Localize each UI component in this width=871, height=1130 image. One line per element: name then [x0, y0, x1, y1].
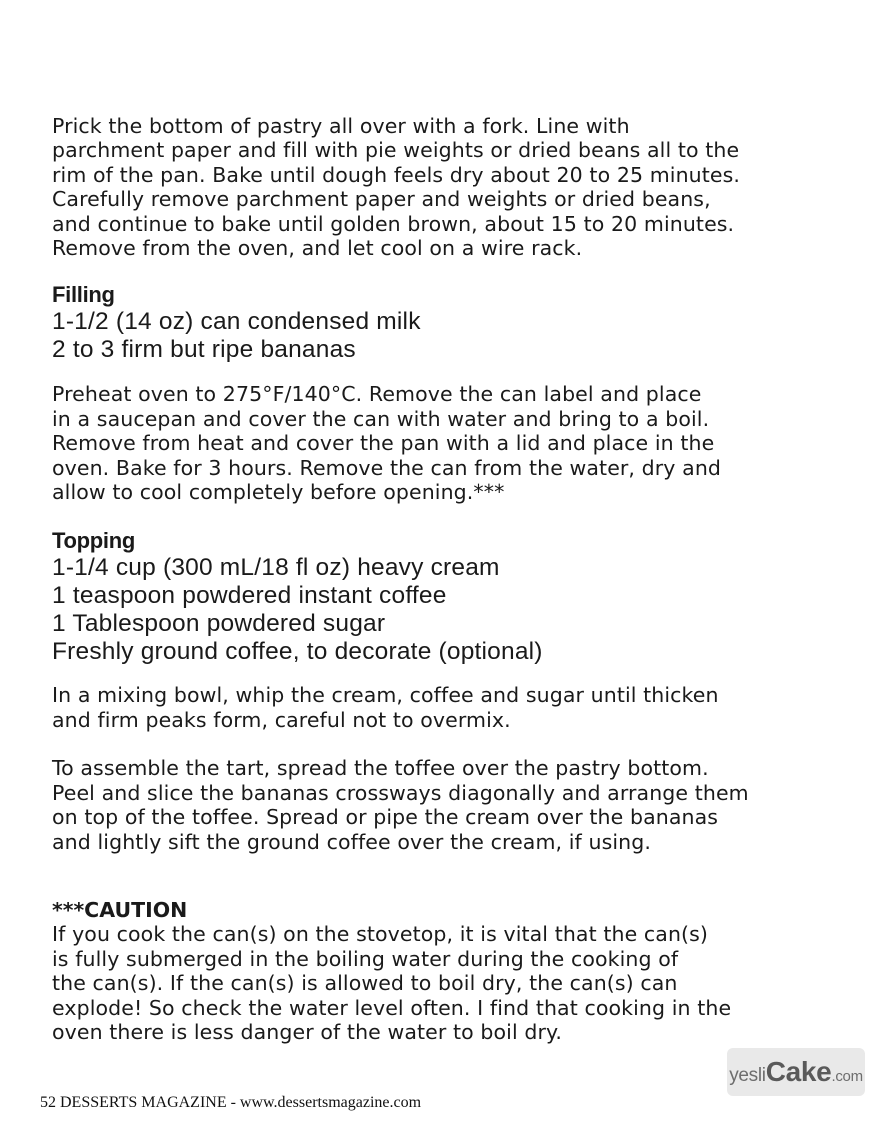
intro-line: Remove from the oven, and let cool on a wire rack.: [52, 236, 583, 261]
caution-paragraph: [52, 922, 842, 1044]
intro-line: Carefully remove parchment paper and weights or dried beans,: [52, 187, 711, 212]
assemble-line: on top of the toffee. Spread or pipe the cream over the bananas: [52, 805, 719, 830]
footer-text: DESSERTS MAGAZINE - www.dessertsmagazine.com: [60, 1094, 422, 1111]
watermark-text: [729, 1056, 863, 1088]
page-number: 52: [40, 1094, 56, 1111]
watermark-part: ake: [785, 1056, 832, 1087]
recipe-page: [52, 114, 842, 1044]
method-line: and firm peaks form, careful not to overmix.: [52, 707, 511, 732]
intro-paragraph: [52, 114, 842, 260]
method-line: in a saucepan and cover the can with water and bring to a boil.: [52, 406, 710, 431]
watermark-part: yesli: [729, 1065, 766, 1086]
intro-line: parchment paper and fill with pie weights or dried beans all to the: [52, 138, 740, 163]
method-line: Preheat oven to 275°F/140°C. Remove the can label and place: [52, 382, 702, 407]
caution-line: the can(s). If the can(s) is allowed to boil dry, the can(s) can: [52, 971, 678, 996]
filling-ingredients: [52, 308, 842, 364]
intro-line: rim of the pan. Bake until dough feels dry about 20 to 25 minutes.: [52, 162, 741, 187]
page-footer: [40, 1094, 421, 1112]
topping-ingredients: [52, 554, 842, 666]
ingredient-item: 1-1/2 (14 oz) can condensed milk: [52, 308, 421, 336]
filling-heading: Filling: [52, 282, 115, 308]
method-line: oven. Bake for 3 hours. Remove the can from the water, dry and: [52, 455, 722, 480]
cake-hat-icon: C: [765, 1056, 786, 1087]
caution-line: If you cook the can(s) on the stovetop, it is vital that the can(s): [52, 922, 709, 947]
intro-line: and continue to bake until golden brown, about 15 to 20 minutes.: [52, 211, 735, 236]
ingredient-item: 2 to 3 firm but ripe bananas: [52, 336, 356, 364]
watermark-part: .com: [831, 1068, 863, 1085]
filling-method: [52, 382, 842, 504]
method-line: Remove from heat and cover the pan with a lid and place in the: [52, 431, 715, 456]
intro-line: Prick the bottom of pastry all over with a fork. Line with: [52, 114, 630, 138]
method-line: allow to cool completely before opening.***: [52, 480, 505, 505]
caution-line: explode! So check the water level often. I find that cooking in the: [52, 995, 732, 1020]
ingredient-item: 1 teaspoon powdered instant coffee: [52, 582, 447, 610]
assemble-line: and lightly sift the ground coffee over the cream, if using.: [52, 829, 651, 854]
caution-heading: ***CAUTION: [52, 897, 188, 922]
assemble-paragraph: [52, 756, 842, 854]
ingredient-item: 1 Tablespoon powdered sugar: [52, 610, 386, 638]
topping-method: [52, 683, 842, 732]
caution-line: oven there is less danger of the water to boil dry.: [52, 1019, 562, 1044]
topping-heading: Topping: [52, 528, 136, 554]
caution-line: is fully submerged in the boiling water during the cooking of: [52, 946, 679, 971]
ingredient-item: 1-1/4 cup (300 mL/18 fl oz) heavy cream: [52, 554, 500, 582]
method-line: In a mixing bowl, whip the cream, coffee and sugar until thicken: [52, 683, 719, 708]
ingredient-item: Freshly ground coffee, to decorate (optional): [52, 638, 543, 666]
assemble-line: Peel and slice the bananas crossways diagonally and arrange them: [52, 780, 749, 805]
assemble-line: To assemble the tart, spread the toffee over the pastry bottom.: [52, 756, 709, 781]
yeslicake-watermark: [727, 1048, 865, 1096]
